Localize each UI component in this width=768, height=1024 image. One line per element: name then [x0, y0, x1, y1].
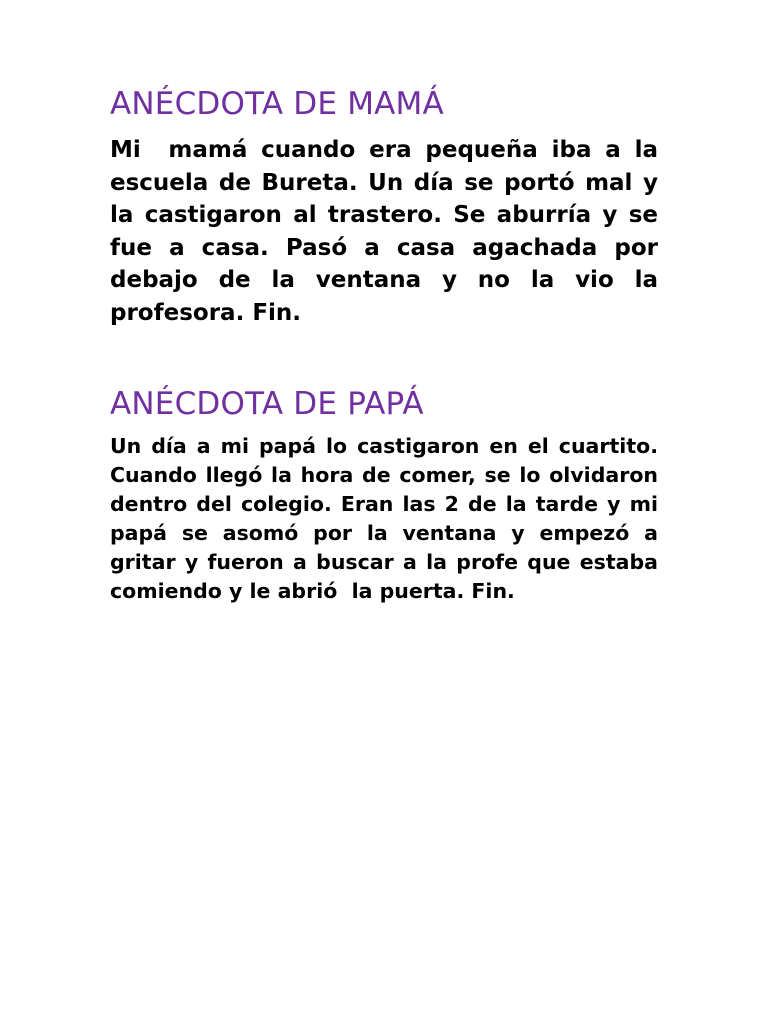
section-title-mama: ANÉCDOTA DE MAMÁ: [110, 86, 444, 122]
document-page: [110, 84, 673, 606]
section-text-papa: Un día a mi papá lo castigaron en el cuartito. Cuando llegó la hora de comer, se lo olvidaron dentro del colegio. Eran las 2 de la tarde y mi papá se asomó por la ventana y empezó a gritar y fueron a buscar a la profe que estaba comiendo y le abrió la puerta. Fin.: [110, 433, 673, 603]
section-title-papa: ANÉCDOTA DE PAPÁ: [110, 385, 424, 422]
section-text-mama: Mi mamá cuando era pequeña iba a la escuela de Bureta. Un día se portó mal y la castigaron al trastero. Se aburría y se fue a casa. Pasó a casa agachada por debajo de la ventana y no la vio la profesora. Fin.: [110, 137, 667, 326]
